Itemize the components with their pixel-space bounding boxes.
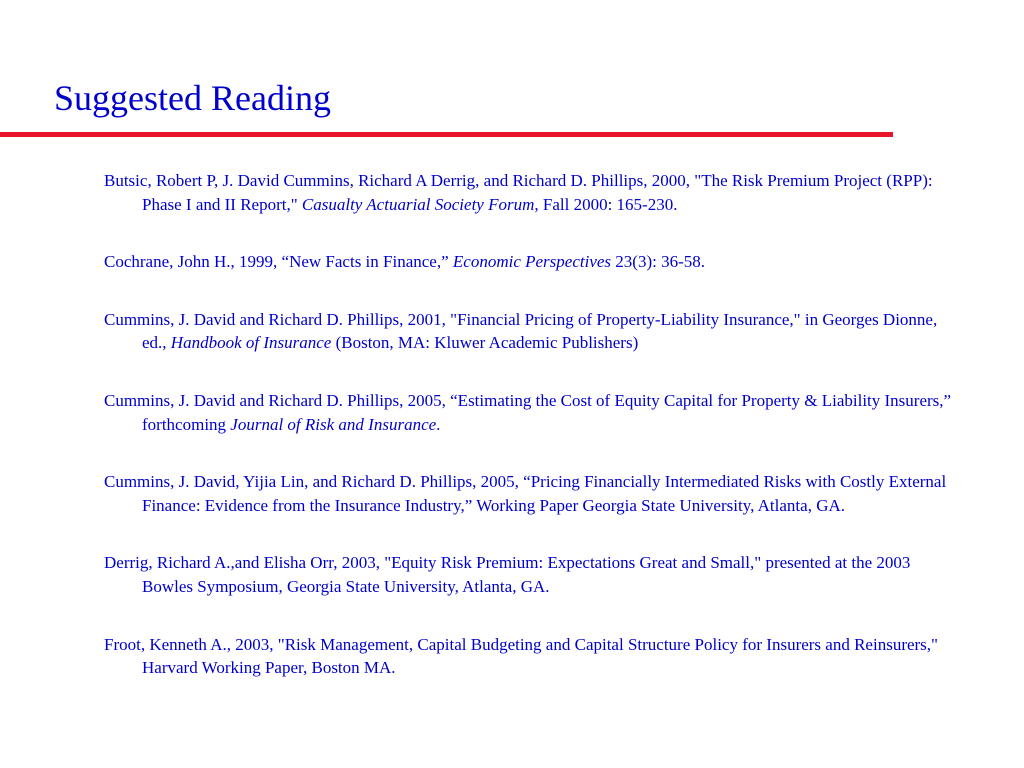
- reference-text: Butsic, Robert P, J. David Cummins, Richard A Derrig, and Richard D. Phillips, 2000, "The Risk Premium Project (RPP): Phase I and II Report,": [104, 171, 933, 214]
- reference-item: [104, 389, 954, 436]
- reference-source: Handbook of Insurance: [170, 333, 332, 353]
- reference-source: Economic Perspectives: [452, 252, 612, 272]
- reference-item: [104, 551, 954, 598]
- reference-tail: 23(3): 36-58.: [611, 252, 705, 272]
- reference-tail: (Boston, MA: Kluwer Academic Publishers): [331, 333, 639, 353]
- reference-text: Cummins, J. David and Richard D. Phillips, 2005, “Estimating the Cost of Equity Capital for Property & Liability Insurers,” forthcoming: [104, 390, 952, 434]
- reference-text: Froot, Kenneth A., 2003, "Risk Management, Capital Budgeting and Capital Structure Policy for Insurers and Reinsurers," Harvard Working Paper, Boston MA.: [104, 634, 938, 678]
- reference-tail: , Fall 2000: 165-230.: [534, 194, 678, 214]
- reference-text: Cochrane, John H., 1999, “New Facts in Finance,”: [104, 252, 453, 272]
- reference-item: [104, 470, 954, 517]
- reference-source: Journal of Risk and Insurance: [230, 414, 437, 434]
- slide-title: Suggested Reading: [54, 78, 331, 118]
- reference-item: [104, 633, 954, 680]
- reference-list: [104, 169, 954, 714]
- reference-item: [104, 308, 954, 355]
- title-divider: [0, 132, 893, 137]
- reference-text: Cummins, J. David, Yijia Lin, and Richard D. Phillips, 2005, “Pricing Financially Intermediated Risks with Costly External Finance: Evidence from the Insurance Industry,” Working Paper Georgia State University, Atlanta, GA.: [104, 472, 947, 515]
- reference-tail: .: [436, 414, 441, 434]
- reference-text: Cummins, J. David and Richard D. Phillips, 2001, "Financial Pricing of Property-Liability Insurance," in Georges Dionne, ed.,: [104, 309, 938, 353]
- reference-text: Derrig, Richard A.,and Elisha Orr, 2003, "Equity Risk Premium: Expectations Great and Small," presented at the 2003 Bowles Symposium, Georgia State University, Atlanta, GA.: [104, 553, 911, 596]
- reference-item: [104, 250, 954, 274]
- reference-source: Casualty Actuarial Society Forum: [301, 194, 535, 214]
- reference-item: [104, 169, 954, 216]
